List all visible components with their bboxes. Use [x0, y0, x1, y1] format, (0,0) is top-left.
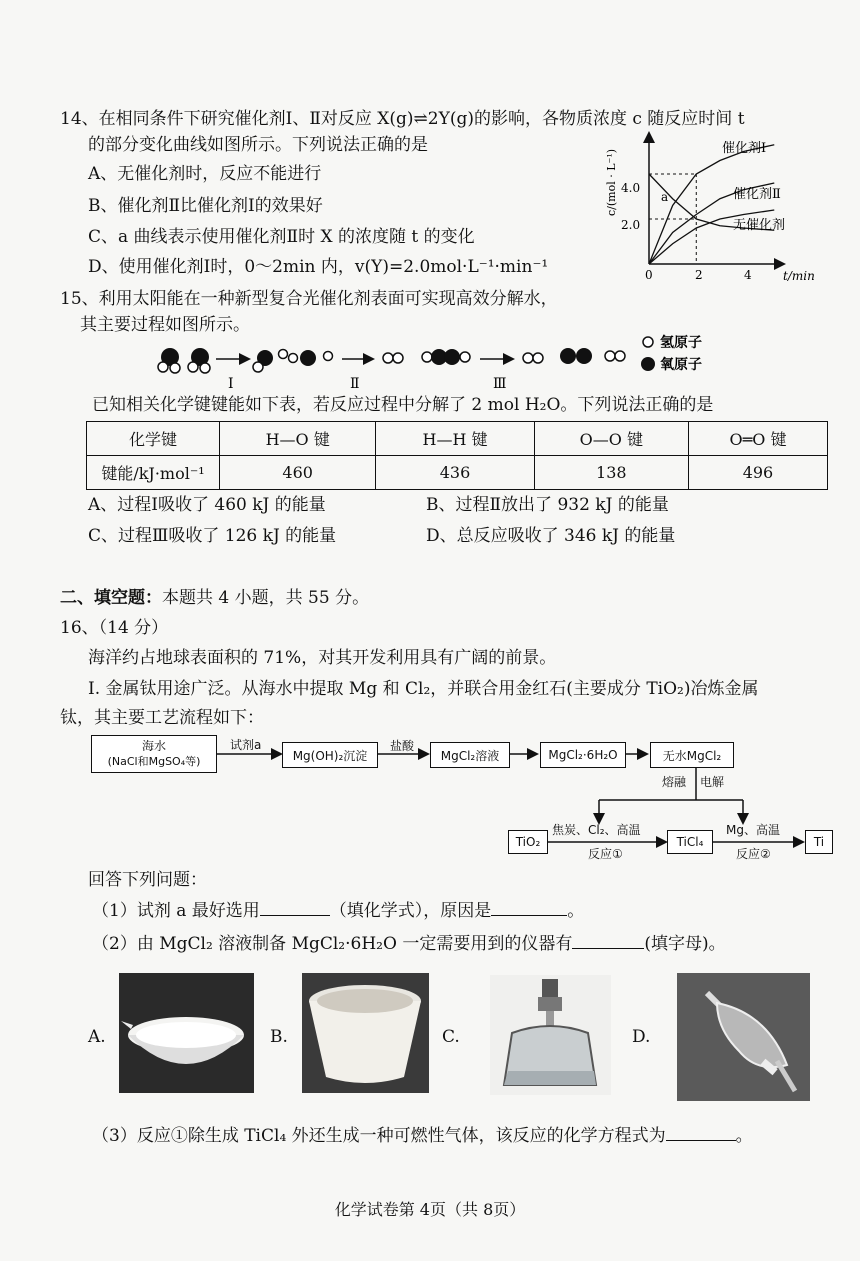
chart-curve-a-label: a [661, 190, 669, 204]
hcl-label: 盐酸 [390, 739, 415, 753]
answer-blank-reason[interactable] [491, 899, 567, 916]
q15-option-b: B、过程Ⅱ放出了 932 kJ 的能量 [426, 495, 669, 515]
table-header: 化学键 [87, 422, 220, 456]
chart-y-axis-label: c/(mol · L⁻¹) [605, 148, 618, 216]
hydroxyl-hydrogen-icon [253, 350, 333, 373]
sub-question-1 [92, 899, 584, 922]
melt-label: 熔融 [662, 775, 687, 789]
separatory-funnel-image [677, 973, 810, 1101]
electrolysis-label: 电解 [700, 775, 725, 789]
step2-label: Ⅱ [350, 376, 360, 392]
evaporating-dish-image [119, 973, 254, 1093]
separatory-funnel-icon [677, 973, 810, 1101]
reaction1-label: 反应① [588, 847, 623, 861]
step3-label: Ⅲ [493, 376, 507, 392]
water-molecules-icon [158, 348, 210, 373]
table-row-label: 键能/kJ·mol⁻¹ [87, 456, 220, 490]
choice-d-label: D. [632, 1027, 651, 1047]
sub1-text-b: （填化学式），原因是 [329, 901, 492, 921]
sub3-text-b: 。 [735, 1126, 753, 1146]
table-cell: 138 [534, 456, 688, 490]
products-icon [523, 348, 625, 364]
choice-b-label: B. [270, 1027, 288, 1047]
q15-intro: 已知相关化学键键能如下表，若反应过程中分解了 2 mol H₂O。下列说法正确的是 [92, 395, 714, 415]
flow-box-tio2: TiO₂ [508, 830, 548, 854]
q16-paragraph2-line2: 钛，其主要工艺流程如下： [60, 708, 264, 728]
chart-x-tick-4: 4 [744, 268, 752, 282]
sub1-text-c: 。 [567, 901, 585, 921]
chart-x-axis-label: t/min [783, 269, 815, 283]
choice-a-label: A. [88, 1027, 106, 1047]
q14-option-b: B、催化剂Ⅱ比催化剂Ⅰ的效果好 [88, 196, 323, 216]
sub-question-2 [92, 932, 726, 955]
seawater-label: 海水 [141, 739, 166, 753]
q14-option-c: C、a 曲线表示使用催化剂Ⅱ时 X 的浓度随 t 的变化 [88, 227, 475, 247]
bond-energy-table [86, 421, 828, 490]
answer-blank-reagent[interactable] [260, 899, 330, 916]
hydrogen-atom-icon [643, 337, 653, 347]
q14-option-d: D、使用催化剂Ⅰ时，0～2min 内，v(Y)=2.0mol·L⁻¹·min⁻¹ [88, 257, 549, 277]
alcohol-lamp-image [490, 975, 611, 1095]
flow-box-mgcl2-solution: MgCl₂溶液 [430, 742, 510, 768]
flow-box-ti: Ti [805, 830, 833, 854]
table-header: O═O 键 [688, 422, 827, 456]
q15-stem-line2: 其主要过程如图所示。 [80, 315, 250, 335]
sub2-text-b: (填字母)。 [644, 934, 726, 954]
section2-desc: 本题共 4 小题，共 55 分。 [162, 588, 370, 608]
page-footer: 化学试卷第 4页（共 8页） [334, 1200, 526, 1219]
flow-box-mgoh2: Mg(OH)₂沉淀 [282, 742, 378, 768]
water-splitting-process-diagram [150, 332, 720, 392]
flow-box-ticl4: TiCl₄ [667, 830, 713, 854]
q16-paragraph2-line1: Ⅰ. 金属钛用途广泛。从海水中提取 Mg 和 Cl₂，并联合用金红石(主要成分 TiO₂)冶炼金属 [88, 679, 759, 699]
chart-x-tick-0: 0 [645, 268, 653, 282]
q14-stem-line1: 14、在相同条件下研究催化剂Ⅰ、Ⅱ对反应 X(g)⇌2Y(g)的影响，各物质浓度 c 随反应时间 t [60, 109, 745, 129]
q16-head: 16、（14 分） [60, 618, 169, 638]
crucible-icon [302, 973, 429, 1093]
sub3-text-a: （3）反应①除生成 TiCl₄ 外还生成一种可燃性气体，该反应的化学方程式为 [92, 1126, 666, 1146]
reaction2-conditions: Mg、高温 [726, 823, 780, 837]
table-header: H—H 键 [376, 422, 534, 456]
flow-box-mgcl2-hydrate: MgCl₂·6H₂O [540, 742, 626, 768]
table-header: O—O 键 [534, 422, 688, 456]
q15-option-a: A、过程Ⅰ吸收了 460 kJ 的能量 [88, 495, 326, 515]
section2-title: 二、填空题： [60, 588, 162, 608]
chart-series-label-cat2: 催化剂Ⅱ [733, 187, 781, 202]
table-header: H—O 键 [220, 422, 376, 456]
table-row [87, 422, 828, 456]
choice-c-label: C. [442, 1027, 460, 1047]
reaction2-label: 反应② [736, 847, 771, 861]
legend-hydrogen: 氢原子 [660, 335, 702, 351]
chart-series-label-none: 无催化剂 [733, 218, 786, 233]
seawater-composition: (NaCl和MgSO₄等) [107, 755, 201, 768]
flow-box-seawater [91, 735, 217, 773]
alcohol-lamp-icon [490, 975, 611, 1095]
reaction1-conditions: 焦炭、Cl₂、高温 [552, 823, 641, 837]
q14-option-a: A、无催化剂时，反应不能进行 [88, 164, 322, 184]
q15-stem-line1: 15、利用太阳能在一种新型复合光催化剂表面可实现高效分解水， [60, 289, 558, 309]
hydrogen-peroxide-icon [383, 349, 470, 365]
answer-prompt: 回答下列问题： [88, 870, 207, 890]
sub-question-3 [92, 1124, 753, 1147]
q16-paragraph1: 海洋约占地球表面积的 71%，对其开发利用具有广阔的前景。 [88, 648, 557, 668]
q15-option-d: D、总反应吸收了 346 kJ 的能量 [426, 526, 676, 546]
chart-series-label-cat1: 催化剂Ⅰ [722, 141, 767, 156]
evaporating-dish-icon [119, 973, 254, 1093]
answer-blank-equation[interactable] [666, 1124, 736, 1141]
chart-x-tick-2: 2 [695, 268, 703, 282]
flow-box-anhydrous-mgcl2: 无水MgCl₂ [650, 742, 734, 768]
section2-heading [60, 587, 369, 609]
table-cell: 460 [220, 456, 376, 490]
reagent-a-label: 试剂a [230, 738, 262, 752]
legend-oxygen: 氧原子 [660, 357, 702, 373]
table-cell: 436 [376, 456, 534, 490]
oxygen-atom-icon [641, 357, 655, 371]
table-row [87, 456, 828, 490]
chart-y-tick-4: 4.0 [621, 181, 641, 195]
concentration-time-chart [605, 128, 817, 288]
sub2-text-a: （2）由 MgCl₂ 溶液制备 MgCl₂·6H₂O 一定需要用到的仪器有 [92, 934, 573, 954]
q14-stem-line2: 的部分变化曲线如图所示。下列说法正确的是 [88, 135, 428, 155]
sub1-text-a: （1）试剂 a 最好选用 [92, 901, 260, 921]
table-cell: 496 [688, 456, 827, 490]
step1-label: Ⅰ [228, 376, 234, 392]
chart-y-tick-2: 2.0 [621, 218, 641, 232]
q15-option-c: C、过程Ⅲ吸收了 126 kJ 的能量 [88, 526, 337, 546]
crucible-image [302, 973, 429, 1093]
answer-blank-instrument[interactable] [572, 932, 644, 949]
